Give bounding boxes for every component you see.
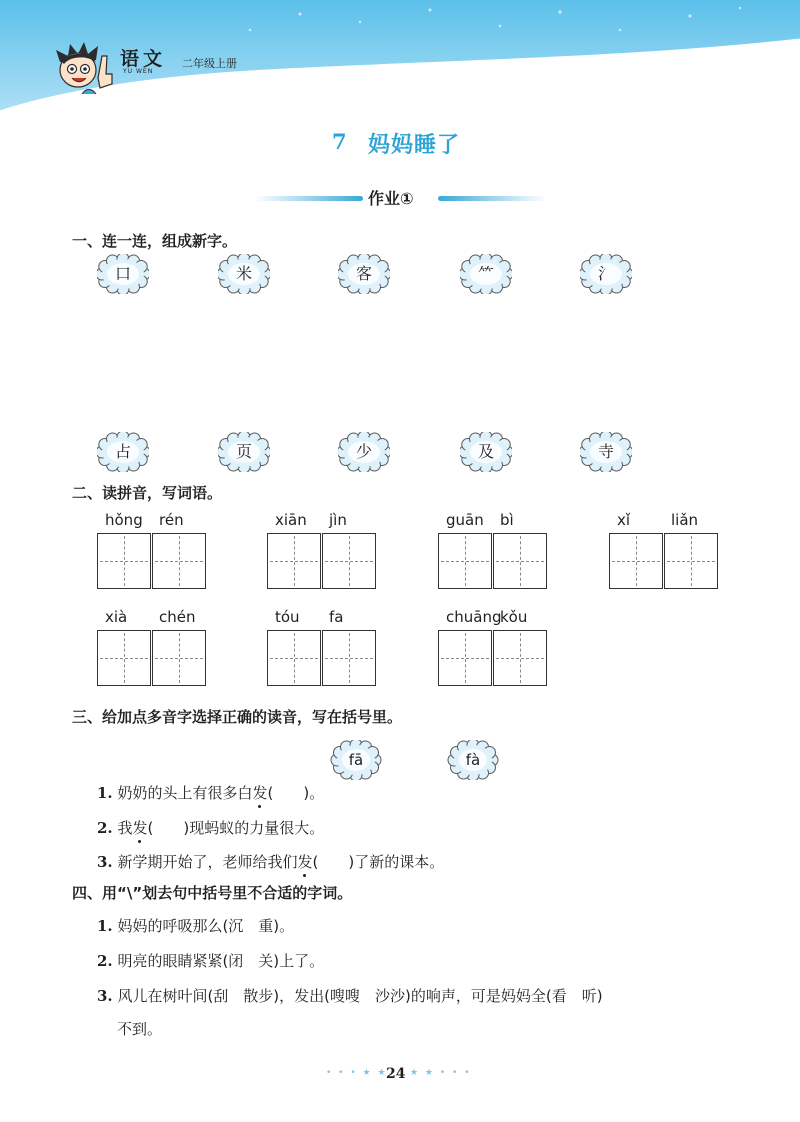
writing-grid-3[interactable] — [609, 533, 719, 589]
part-bottom-2-char: 少 — [355, 442, 372, 461]
question-number: 3. — [97, 987, 113, 1005]
part-top-3-char: ⺮ — [477, 264, 494, 283]
writing-grid-6[interactable] — [438, 630, 548, 686]
cross-out-question-2[interactable] — [97, 950, 324, 971]
homework-divider-right — [438, 196, 546, 201]
question-text: 风儿在树叶间(刮 散步)，发出(嗖嗖 沙沙)的响声，可是妈妈全(看 听) — [117, 987, 603, 1005]
part-bottom-3 — [460, 432, 512, 472]
pinyin-4-b: chén — [159, 608, 196, 626]
polyphone-question-1 — [97, 782, 324, 803]
subject-title: 语文 — [120, 48, 167, 70]
section1-title: 一、连一连，组成新字。 — [72, 232, 238, 250]
part-top-2 — [338, 254, 390, 294]
dotted-char: 发 — [297, 853, 313, 871]
reading-option-0-text: fā — [348, 751, 364, 769]
pinyin-3-b: liǎn — [671, 511, 699, 529]
part-bottom-2 — [338, 432, 390, 472]
footer-stars-right: ★ ★ • • • — [410, 1068, 472, 1078]
question-text: 明亮的眼睛紧紧(闭 关)上了。 — [117, 952, 325, 970]
reading-option-0 — [330, 740, 382, 780]
part-bottom-1-char: 页 — [235, 442, 252, 461]
footer-stars-left: • • • ★ ★ — [326, 1068, 388, 1078]
pinyin-5-b: fa — [329, 608, 344, 626]
pinyin-0-b: rén — [159, 511, 184, 529]
dotted-char: 发 — [252, 784, 268, 802]
pinyin-1-b: jìn — [329, 511, 347, 529]
pinyin-2-b: bì — [500, 511, 514, 529]
part-bottom-4 — [580, 432, 632, 472]
part-top-1 — [218, 254, 270, 294]
subject-pinyin: YU WEN — [123, 68, 154, 75]
section4-title: 四、用“\”划去句中括号里不合适的字词。 — [72, 884, 353, 902]
answer-blank[interactable]: ( )现蚂蚁的力量很大。 — [147, 819, 325, 837]
question-number: 3. — [97, 853, 113, 871]
pinyin-2-a: guān — [446, 511, 484, 529]
reading-option-1-text: fà — [465, 751, 481, 769]
part-bottom-3-char: 及 — [477, 442, 494, 461]
part-top-0-char: 口 — [114, 264, 131, 283]
lesson-title: 妈妈睡了 — [368, 133, 461, 158]
pinyin-0-a: hǒng — [105, 511, 143, 529]
boy-mascot-icon — [52, 38, 122, 98]
part-bottom-4-char: 寺 — [597, 442, 614, 461]
question-text-before: 新学期开始了，老师给我们 — [117, 853, 298, 871]
pinyin-6-a: chuāng — [446, 608, 502, 626]
pinyin-4-a: xià — [105, 608, 128, 626]
homework-divider-left — [255, 196, 363, 201]
question-number: 1. — [97, 917, 113, 935]
pinyin-6-b: kǒu — [500, 608, 528, 626]
part-bottom-0 — [97, 432, 149, 472]
cross-out-question-3[interactable] — [97, 985, 603, 1006]
section2-title: 二、读拼音，写词语。 — [72, 484, 223, 502]
writing-grid-1[interactable] — [267, 533, 377, 589]
polyphone-question-3 — [97, 851, 444, 872]
page-number: 24 — [386, 1066, 406, 1082]
part-top-4-char: 氵 — [597, 264, 614, 283]
part-bottom-0-char: 占 — [114, 442, 131, 461]
cross-out-question-1[interactable] — [97, 915, 294, 936]
reading-option-1 — [447, 740, 499, 780]
writing-grid-0[interactable] — [97, 533, 207, 589]
question-number: 1. — [97, 784, 113, 802]
question-number: 2. — [97, 952, 113, 970]
part-top-1-char: 米 — [235, 264, 252, 283]
part-top-2-char: 客 — [355, 264, 372, 283]
question-number: 2. — [97, 819, 113, 837]
grade-label: 二年级上册 — [182, 57, 237, 70]
question-text-before: 奶奶的头上有很多白 — [117, 784, 253, 802]
question-text-before: 我 — [117, 819, 133, 837]
answer-blank[interactable]: ( )了新的课本。 — [312, 853, 445, 871]
part-top-0 — [97, 254, 149, 294]
lesson-number: 7 — [332, 129, 347, 154]
section3-title: 三、给加点多音字选择正确的读音，写在括号里。 — [72, 708, 403, 726]
question-3-continuation: 不到。 — [117, 1020, 163, 1038]
writing-grid-2[interactable] — [438, 533, 548, 589]
pinyin-1-a: xiān — [275, 511, 307, 529]
dotted-char: 发 — [132, 819, 148, 837]
polyphone-question-2 — [97, 817, 324, 838]
part-top-4 — [580, 254, 632, 294]
part-top-3 — [460, 254, 512, 294]
writing-grid-5[interactable] — [267, 630, 377, 686]
pinyin-3-a: xǐ — [617, 511, 631, 529]
homework-label: 作业① — [368, 189, 414, 208]
answer-blank[interactable]: ( )。 — [267, 784, 325, 802]
question-text: 妈妈的呼吸那么(沉 重)。 — [117, 917, 295, 935]
pinyin-5-a: tóu — [275, 608, 300, 626]
writing-grid-4[interactable] — [97, 630, 207, 686]
part-bottom-1 — [218, 432, 270, 472]
